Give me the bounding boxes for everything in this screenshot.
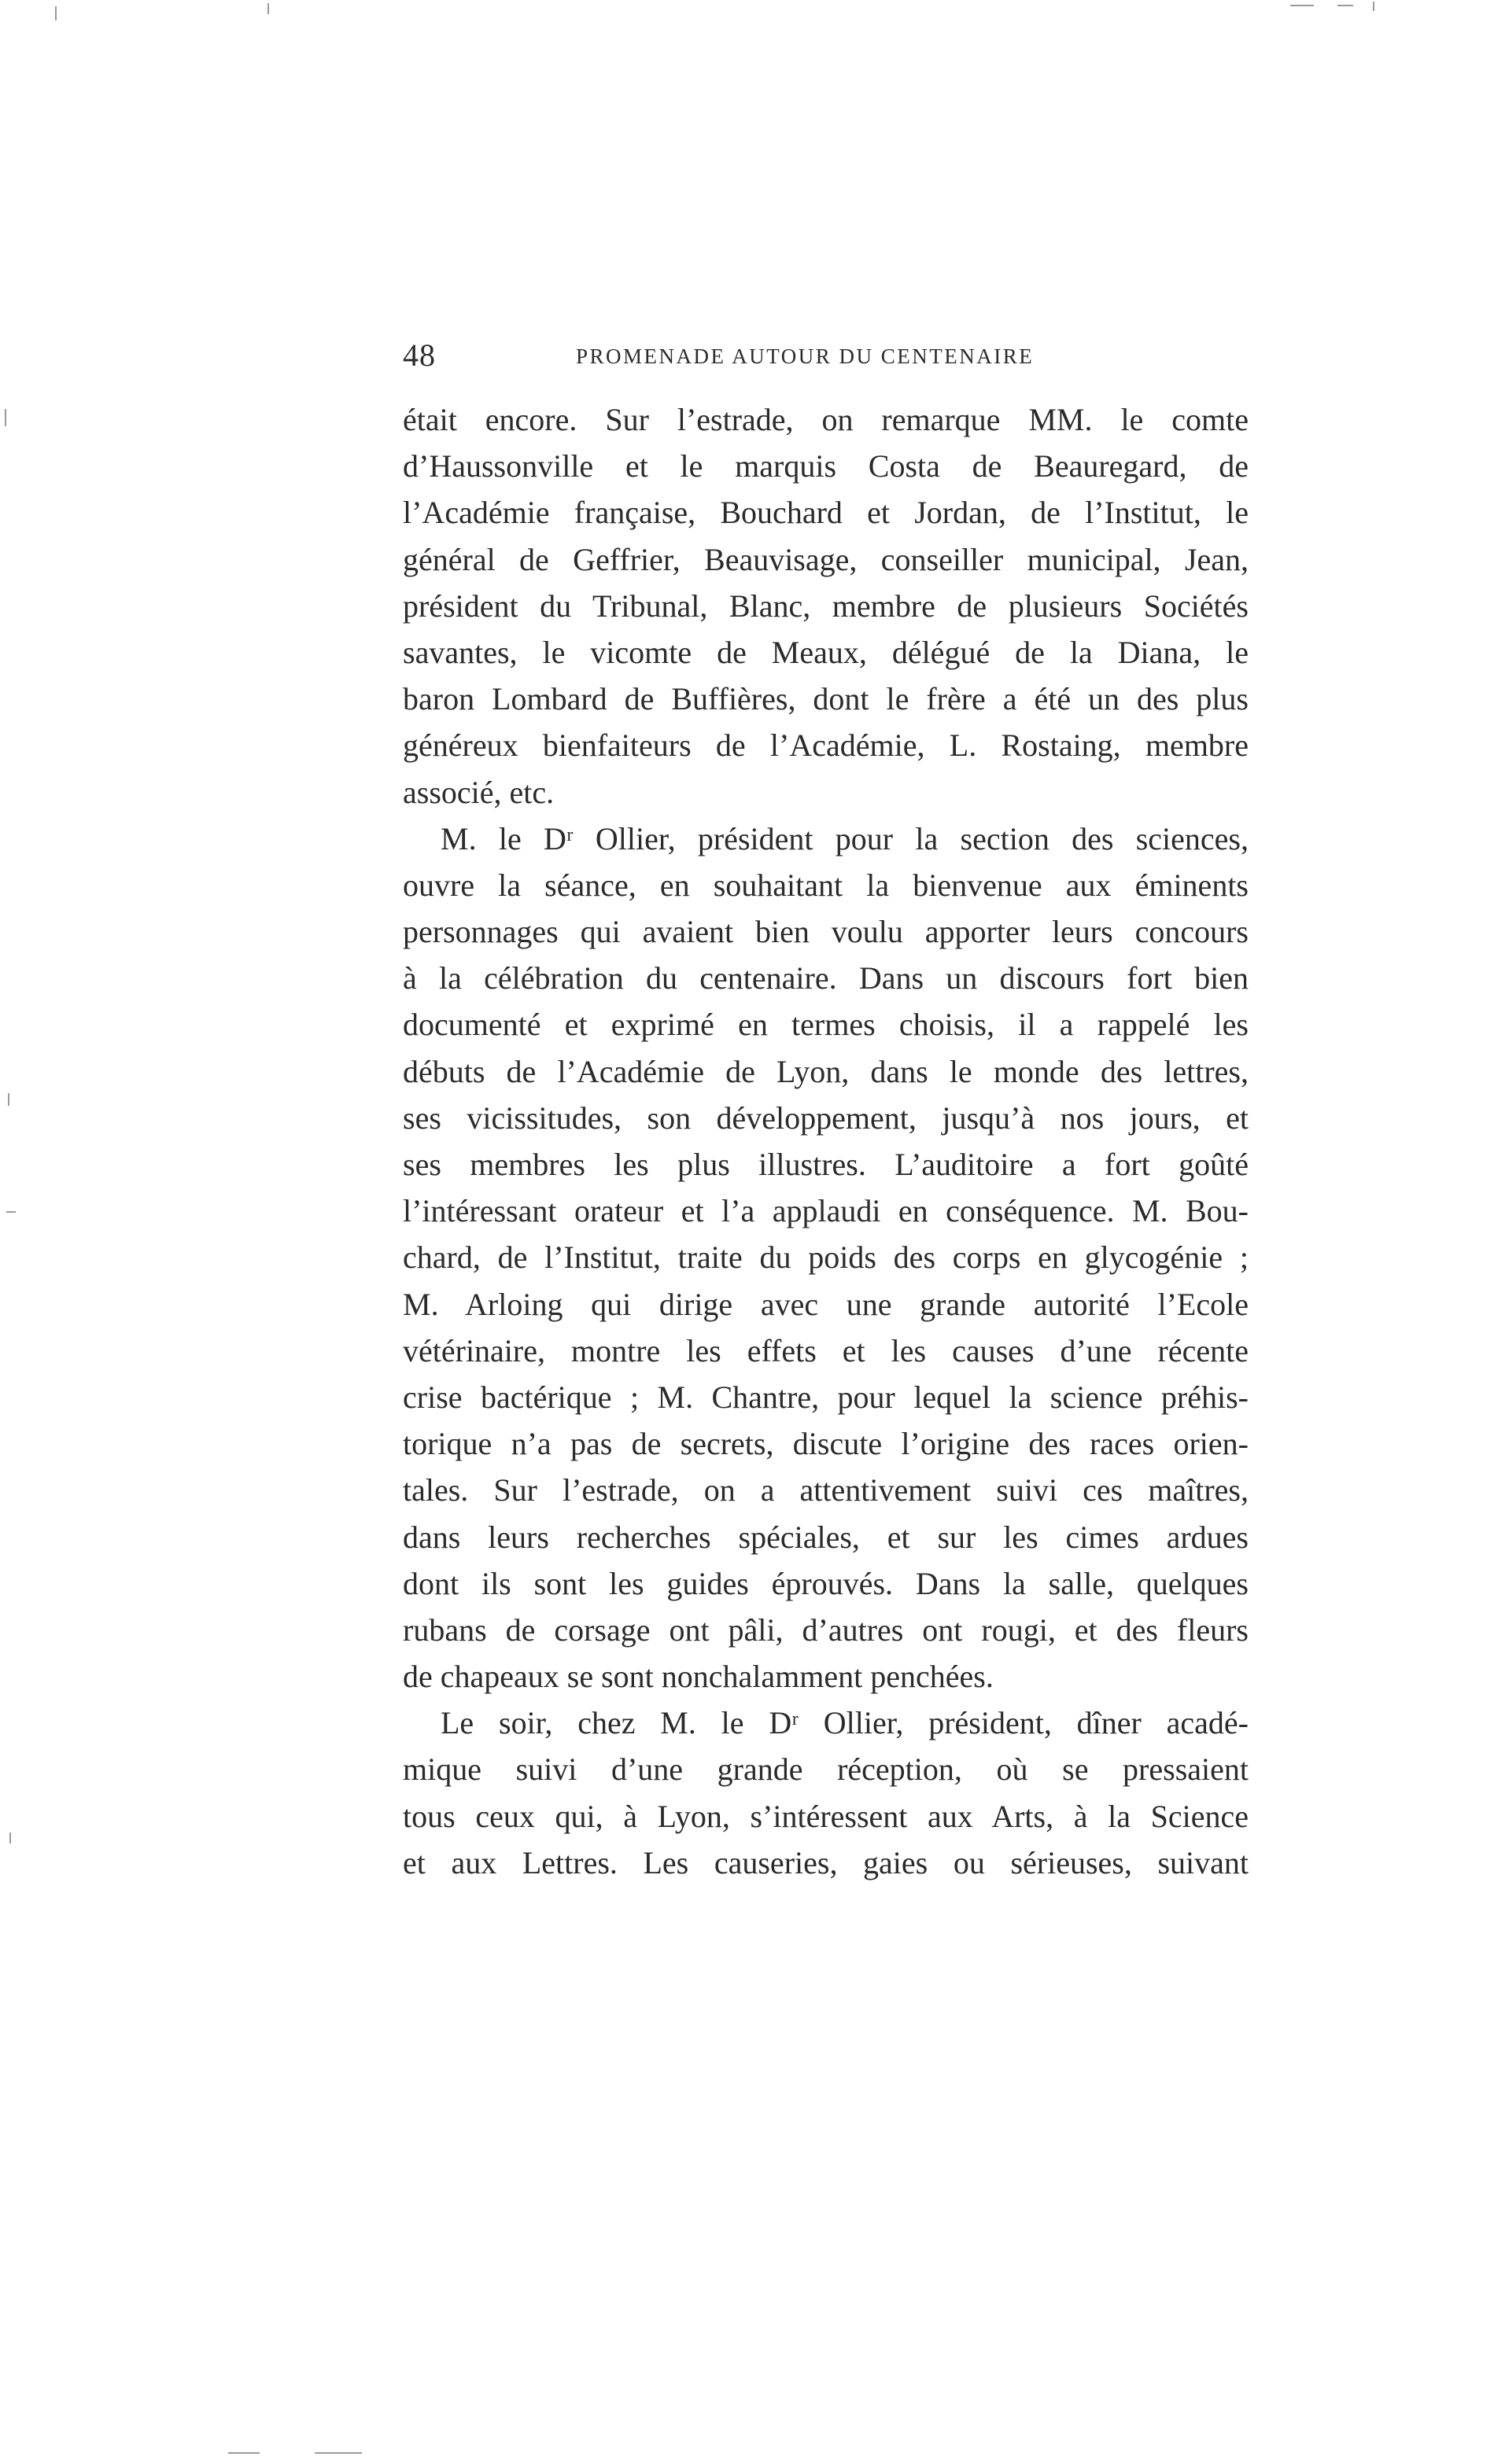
text-line: débuts de l’Académie de Lyon, dans le monde des lettres, — [403, 1053, 1249, 1089]
paragraph-3 — [403, 1700, 1249, 1886]
text-line: vétérinaire, montre les effets et les causes d’une récente — [403, 1332, 1249, 1368]
text-line: crise bactérique ; M. Chantre, pour lequel la science préhis- — [403, 1379, 1249, 1415]
body-text — [403, 396, 1249, 1886]
text-line: l’intéressant orateur et l’a applaudi en conséquence. M. Bou- — [403, 1193, 1249, 1229]
scan-mark — [1337, 5, 1353, 6]
text-line: tales. Sur l’estrade, on a attentivement suivi ces maîtres, — [403, 1472, 1249, 1508]
scan-mark — [55, 6, 57, 20]
scan-mark — [228, 2452, 260, 2454]
paragraph-2 — [403, 816, 1249, 1700]
text-line: ses vicissitudes, son développement, jusqu’à nos jours, et — [403, 1099, 1249, 1136]
text-line: rubans de corsage ont pâli, d’autres ont rougi, et des fleurs — [403, 1611, 1249, 1648]
scan-mark — [315, 2452, 362, 2454]
scan-mark — [6, 1211, 16, 1213]
text-line: et aux Lettres. Les causeries, gaies ou sérieuses, suivant — [403, 1844, 1249, 1880]
text-line: dans leurs recherches spéciales, et sur les cimes ardues — [403, 1519, 1249, 1555]
text-line: baron Lombard de Buffières, dont le frère a été un des plus — [403, 681, 1249, 717]
text-line: tous ceux qui, à Lyon, s’intéressent aux Arts, à la Science — [403, 1798, 1249, 1834]
text-line: personnages qui avaient bien voulu apporter leurs concours — [403, 914, 1249, 950]
text-line: ouvre la séance, en souhaitant la bienvenue aux éminents — [403, 867, 1249, 903]
page-number: 48 — [403, 337, 436, 373]
scan-mark — [5, 409, 6, 426]
text-line: documenté et exprimé en termes choisis, il a rappelé les — [403, 1007, 1249, 1043]
scan-mark — [1373, 2, 1374, 11]
scan-mark — [1290, 5, 1314, 6]
scan-mark — [267, 3, 269, 14]
paragraph-1 — [403, 396, 1249, 816]
text-line: savantes, le vicomte de Meaux, délégué de la Diana, le — [403, 634, 1249, 670]
text-line: ses membres les plus illustres. L’auditoire a fort goûté — [403, 1147, 1249, 1182]
text-line: torique n’a pas de secrets, discute l’origine des races orien- — [403, 1426, 1249, 1462]
text-line: généreux bienfaiteurs de l’Académie, L. Rostaing, membre — [403, 727, 1249, 764]
text-line: M. Arloing qui dirige avec une grande autorité l’Ecole — [403, 1286, 1249, 1322]
page-header — [403, 337, 1249, 384]
text-line: d’Haussonville et le marquis Costa de Beauregard, de — [403, 448, 1249, 484]
text-line: M. le Dʳ Ollier, président pour la section des sciences, — [441, 820, 1249, 856]
text-line: à la célébration du centenaire. Dans un discours fort bien — [403, 960, 1249, 996]
text-line: associé, etc. — [403, 774, 555, 810]
text-line: président du Tribunal, Blanc, membre de plusieurs Sociétés — [403, 587, 1249, 624]
running-head: PROMENADE AUTOUR DU CENTENAIRE — [576, 344, 1035, 368]
text-line: était encore. Sur l’estrade, on remarque MM. le comte — [403, 402, 1249, 437]
text-line: Le soir, chez M. le Dʳ Ollier, président, dîner acadé- — [441, 1705, 1249, 1741]
text-line: général de Geffrier, Beauvisage, conseiller municipal, Jean, — [403, 541, 1249, 577]
text-line: chard, de l’Institut, traite du poids des corps en glycogénie ; — [403, 1239, 1249, 1276]
text-line: dont ils sont les guides éprouvés. Dans la salle, quelques — [403, 1565, 1249, 1601]
scan-mark — [8, 1093, 9, 1106]
text-line: mique suivi d’une grande réception, où se pressaient — [403, 1751, 1249, 1788]
text-line: de chapeaux se sont nonchalamment penchées. — [403, 1659, 994, 1695]
text-line: l’Académie française, Bouchard et Jordan, de l’Institut, le — [403, 495, 1249, 531]
scan-mark — [9, 1832, 11, 1843]
